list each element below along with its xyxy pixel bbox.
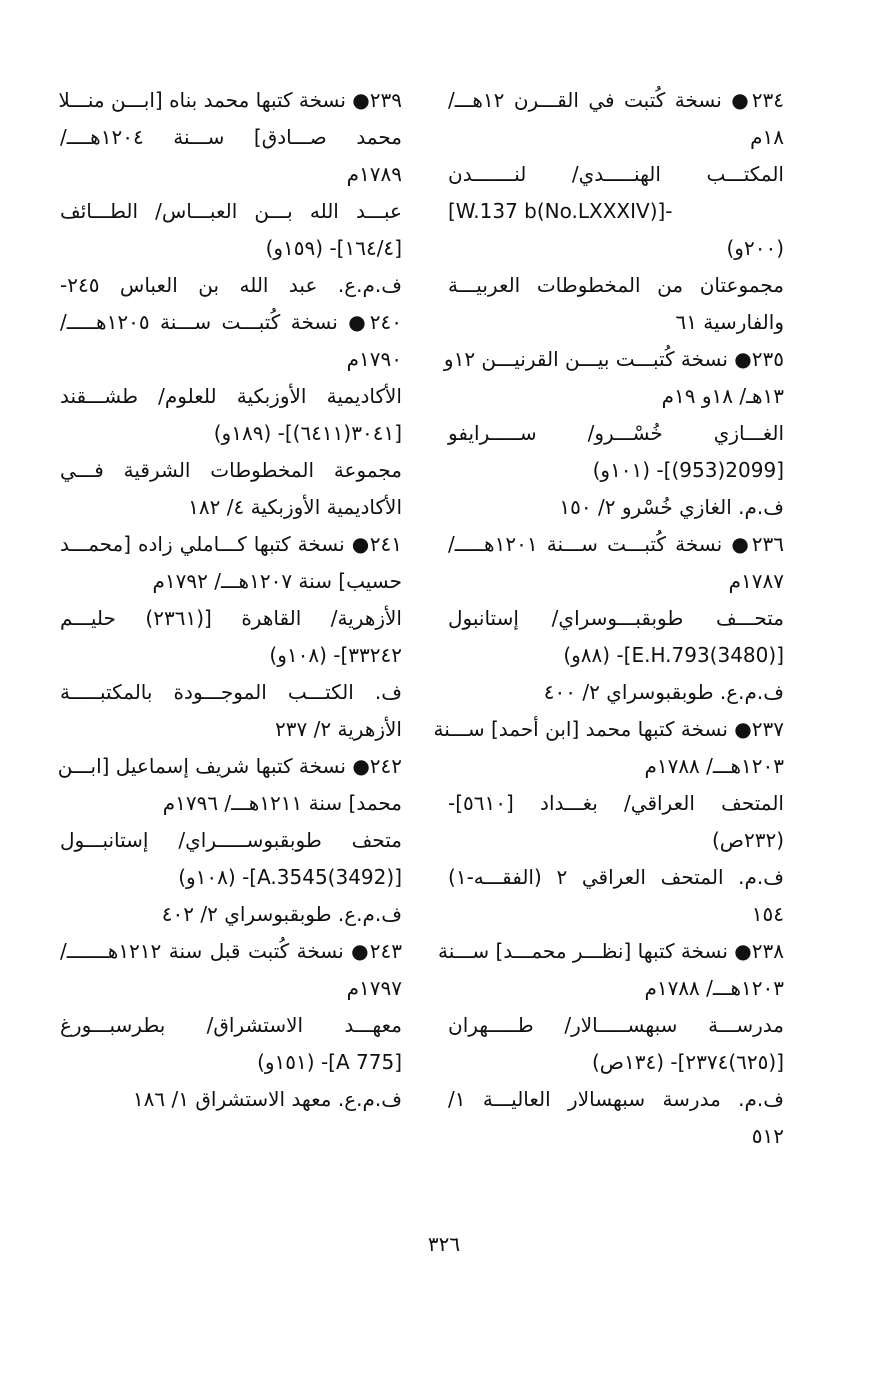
text-line: ٢٣٥● نسخة كُتبـــت بيـــن القرنيـــن ١٢و	[443, 347, 784, 371]
left-column	[57, 82, 402, 1118]
text-line: [W.137 b(No.LXXXIV)]-	[448, 199, 673, 223]
text-line: ١٧٩٠م	[346, 347, 402, 371]
right-column	[433, 82, 784, 1155]
text-line: [A.3545(3492)]- (١٠٨و)	[178, 865, 402, 889]
text-line: ٢٣٨● نسخة كتبها [نظـــر محمـــد] ســـنة	[438, 939, 784, 963]
text-line: [2099(953)]- (١٠١و)	[592, 458, 784, 482]
text-line: مجموعة المخطوطات الشرقية فـــي	[60, 458, 402, 482]
text-line: الأكاديمية الأوزبكية ٤/ ١٨٢	[188, 495, 402, 519]
text-line: [(٦٢٥)٢٣٧٤]- (١٣٤ص)	[591, 1050, 784, 1074]
text-line: [٣٠٤١(٦٤١١)]- (١٨٩و)	[213, 421, 402, 445]
text-line: ١٧٨٩م	[346, 162, 402, 186]
text-line: مدرســـة سبهســـــالار/ طـــــهران	[448, 1013, 784, 1037]
text-line: ٢٣٩● نسخة كتبها محمد بناه [ابـــن منـــلا	[58, 88, 402, 112]
text-line: محمد صـــادق] ســـنة ١٢٠٤هــــ/	[60, 125, 402, 149]
text-line: ٢٤٠● نسخة كُتبـــت ســـنة ١٢٠٥هـــــ/	[60, 310, 402, 334]
text-line: ٢٣٦● نسخة كُتبـــت ســـنة ١٢٠١هـــــ/	[448, 532, 784, 556]
text-line: ف.م. المتحف العراقي ٢ (الفقـــه-١)	[448, 865, 784, 889]
text-line: عبـــد الله بـــن العبـــاس/ الطـــائف	[60, 199, 402, 223]
text-line: ١٣هـ/ ١٨و ١٩م	[661, 384, 784, 408]
text-line: ١٧٨٧م	[728, 569, 784, 593]
text-line: ١٢٠٣هـــ/ ١٧٨٨م	[644, 976, 784, 1000]
text-line: متحف طوبقبوســـــراي/ إستانبـــول	[60, 828, 402, 852]
text-line: ٢٣٤● نسخة كُتبت في القـــرن ١٢هـــ/	[448, 88, 784, 112]
text-line: ف.م.ع. طوبقبوسراي ٢/ ٤٠٢	[161, 902, 402, 926]
text-line: والفارسية ٦١	[675, 310, 784, 334]
text-line: الأزهرية ٢/ ٢٣٧	[275, 717, 402, 741]
text-line: مجموعتان من المخطوطات العربيـــة	[448, 273, 784, 297]
text-line: ف.م.ع. طوبقبوسراي ٢/ ٤٠٠	[543, 680, 784, 704]
text-line: محمد] سنة ١٢١١هـــ/ ١٧٩٦م	[162, 791, 402, 815]
text-line: المتحف العراقي/ بغـــداد [٥٦١٠]-	[448, 791, 784, 815]
text-line: الغـــازي خُسْـــرو/ ســـــرايفو	[448, 421, 784, 445]
text-line: (٢٣٢ص)	[711, 828, 784, 852]
text-line: ١٨م	[750, 125, 784, 149]
text-line: ١٧٩٧م	[346, 976, 402, 1000]
text-line: ف.م.ع. عبد الله بن العباس ٢٤٥-	[60, 273, 402, 297]
text-line: (٢٠٠و)	[726, 236, 784, 260]
text-line: ٢٤٣● نسخة كُتبت قبل سنة ١٢١٢هـــــــ/	[60, 939, 402, 963]
text-line: ٥١٢	[751, 1124, 784, 1148]
text-line: متحـــف طوبقبـــوسراي/ إستانبول	[448, 606, 784, 630]
text-line: ف.م. مدرسة سبهسالار العاليـــة ١/	[448, 1087, 784, 1111]
text-line: ١٥٤	[751, 902, 784, 926]
text-line: حسيب] سنة ١٢٠٧هـــ/ ١٧٩٢م	[152, 569, 402, 593]
text-line: ١٢٠٣هـــ/ ١٧٨٨م	[644, 754, 784, 778]
text-line: الأزهرية/ القاهرة [(٢٣٦١) حليـــم	[60, 606, 402, 630]
text-line: ٢٤١● نسخة كتبها كـــاملي زاده [محمـــد	[60, 532, 402, 556]
text-line: ف.م.ع. معهد الاستشراق ١/ ١٨٦	[132, 1087, 402, 1111]
page-number: ٣٢٦	[427, 1232, 461, 1256]
text-line: [E.H.793(3480)]- (٨٨و)	[563, 643, 784, 667]
text-line: ف. الكتـــب الموجـــودة بالمكتبـــــة	[60, 680, 402, 704]
text-line: [١٦٤/٤]- (١٥٩و)	[265, 236, 402, 260]
text-line: ٢٣٧● نسخة كتبها محمد [ابن أحمد] ســـنة	[433, 717, 784, 741]
text-line: المكتـــب الهنـــــدي/ لنـــــــدن	[448, 162, 784, 186]
text-line: [A 775]- (١٥١و)	[257, 1050, 402, 1074]
text-line: ٢٤٢● نسخة كتبها شريف إسماعيل [ابـــن	[57, 754, 402, 778]
text-line: الأكاديمية الأوزبكية للعلوم/ طشـــقند	[60, 384, 402, 408]
text-line: ٣٣٢٤٢]- (١٠٨و)	[269, 643, 402, 667]
text-line: معهـــد الاستشراق/ بطرسبـــورغ	[60, 1013, 402, 1037]
text-line: ف.م. الغازي خُسْرو ٢/ ١٥٠	[559, 495, 784, 519]
